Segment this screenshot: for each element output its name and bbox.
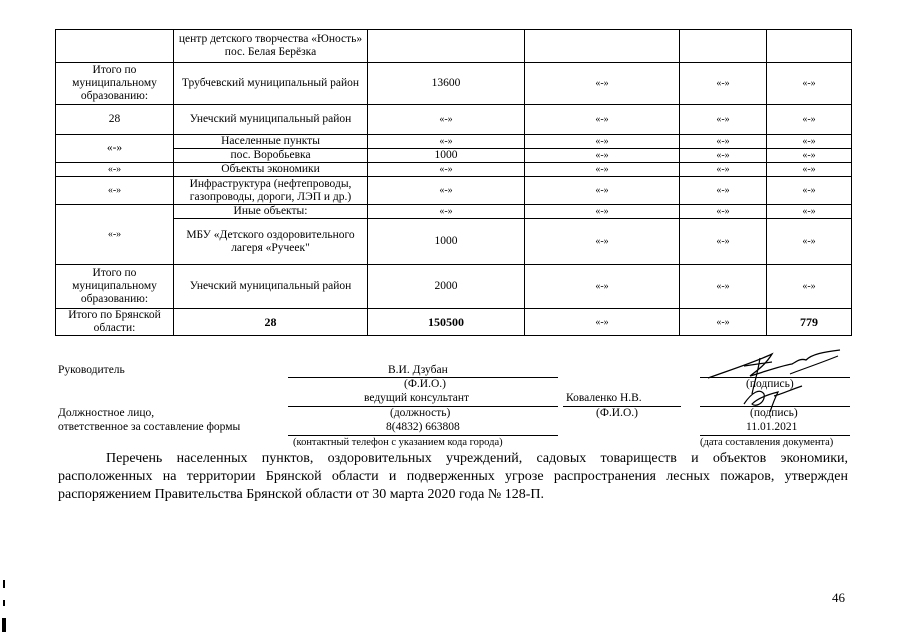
table-cell: «-»	[56, 177, 174, 205]
table-cell: «-»	[680, 219, 767, 265]
table-cell: «-»	[767, 219, 852, 265]
responsible-label: ответственное за составление формы	[58, 421, 241, 433]
table-cell: Итого по муниципальному образованию:	[56, 63, 174, 105]
fire-risk-table	[55, 29, 852, 336]
phone: 8(4832) 663808	[386, 421, 460, 433]
table-cell: «-»	[525, 219, 680, 265]
table-cell: «-»	[368, 205, 525, 219]
table-cell: «-»	[525, 163, 680, 177]
table-cell: «-»	[680, 105, 767, 135]
table-cell: «-»	[767, 63, 852, 105]
scan-artifact	[2, 618, 6, 632]
table-cell: «-»	[680, 163, 767, 177]
table-cell: «-»	[525, 177, 680, 205]
table-row	[56, 177, 852, 205]
table-row	[56, 265, 852, 309]
table-cell: 2000	[368, 265, 525, 309]
table-cell: «-»	[368, 105, 525, 135]
table-cell: «-»	[368, 177, 525, 205]
table-cell: центр детского творчества «Юность» пос. Белая Берёзка	[174, 30, 368, 63]
table-cell: Инфраструктура (нефтепроводы, газопроводы, дороги, ЛЭП и др.)	[174, 177, 368, 205]
table-row	[56, 205, 852, 219]
table-cell: 28	[174, 309, 368, 336]
scan-artifact	[3, 580, 5, 588]
table-cell: «-»	[525, 105, 680, 135]
responsible-name: Коваленко Н.В.	[566, 392, 642, 404]
date-caption: (дата составления документа)	[700, 437, 834, 448]
table-cell: «-»	[525, 149, 680, 163]
table-cell: «-»	[525, 265, 680, 309]
table-cell: «-»	[525, 309, 680, 336]
table-cell: Итого по муниципальному образованию:	[56, 265, 174, 309]
table-cell: «-»	[368, 163, 525, 177]
table-cell: «-»	[525, 63, 680, 105]
handwritten-signature	[738, 384, 808, 414]
table-cell: «-»	[767, 177, 852, 205]
table-cell	[368, 30, 525, 63]
table-row	[56, 105, 852, 135]
table-cell: 150500	[368, 309, 525, 336]
document-date: 11.01.2021	[746, 421, 798, 433]
table-cell: «-»	[56, 135, 174, 163]
table-cell: «-»	[767, 205, 852, 219]
table-cell: «-»	[767, 105, 852, 135]
table-cell	[56, 30, 174, 63]
table-cell: 28	[56, 105, 174, 135]
table-cell: пос. Воробьевка	[174, 149, 368, 163]
table-cell: 1000	[368, 219, 525, 265]
table-cell: Итого по Брянской области:	[56, 309, 174, 336]
table-cell	[680, 30, 767, 63]
table-cell: «-»	[680, 149, 767, 163]
position-caption: (должность)	[390, 407, 451, 419]
signature-caption: (подпись)	[746, 378, 794, 390]
table-cell	[767, 30, 852, 63]
table-cell: «-»	[56, 163, 174, 177]
table-row	[56, 219, 852, 265]
table-cell: Унечский муниципальный район	[174, 265, 368, 309]
table-cell: «-»	[680, 177, 767, 205]
scan-artifact	[3, 600, 5, 606]
table-cell: 13600	[368, 63, 525, 105]
table-cell: «-»	[56, 205, 174, 265]
table-row	[56, 149, 852, 163]
position: ведущий консультант	[364, 392, 470, 404]
table-cell: «-»	[767, 135, 852, 149]
table-cell: Трубчевский муниципальный район	[174, 63, 368, 105]
fio-caption: (Ф.И.О.)	[404, 378, 446, 390]
table-row	[56, 63, 852, 105]
table-cell: Населенные пункты	[174, 135, 368, 149]
table-row	[56, 309, 852, 336]
table-cell: «-»	[680, 205, 767, 219]
phone-caption: (контактный телефон с указанием кода города)	[293, 437, 503, 448]
head-name: В.И. Дзубан	[388, 364, 448, 376]
responsible-fio-caption: (Ф.И.О.)	[596, 407, 638, 419]
page-number: 46	[832, 590, 845, 605]
table-cell: 779	[767, 309, 852, 336]
table-cell: МБУ «Детского оздоровительного лагеря «Ручеек"	[174, 219, 368, 265]
table-cell: «-»	[680, 265, 767, 309]
responsible-label: Должностное лицо,	[58, 407, 155, 419]
table-cell: Унечский муниципальный район	[174, 105, 368, 135]
table-cell: «-»	[767, 163, 852, 177]
table-cell: Объекты экономики	[174, 163, 368, 177]
table-cell: «-»	[368, 135, 525, 149]
table-cell	[525, 30, 680, 63]
table-cell: «-»	[680, 63, 767, 105]
table-cell: «-»	[680, 309, 767, 336]
table-cell: Иные объекты:	[174, 205, 368, 219]
table-cell: «-»	[525, 205, 680, 219]
table-row	[56, 30, 852, 63]
table-row	[56, 163, 852, 177]
body-paragraph: Перечень населенных пунктов, оздоровительных учреждений, садовых товариществ и объектов экономики, расположенных на территории Брянской области и подверженных угрозе распространения лесных пожаров, утвержден распоряжением Правительства Брянской области от 30 марта 2020 года № 128-П.	[58, 451, 848, 502]
responsible-signature-caption: (подпись)	[750, 407, 798, 419]
table-cell: «-»	[767, 265, 852, 309]
head-label: Руководитель	[58, 364, 125, 376]
table-cell: «-»	[767, 149, 852, 163]
table-cell: «-»	[680, 135, 767, 149]
table-row	[56, 135, 852, 149]
table-cell: «-»	[525, 135, 680, 149]
table-cell: 1000	[368, 149, 525, 163]
